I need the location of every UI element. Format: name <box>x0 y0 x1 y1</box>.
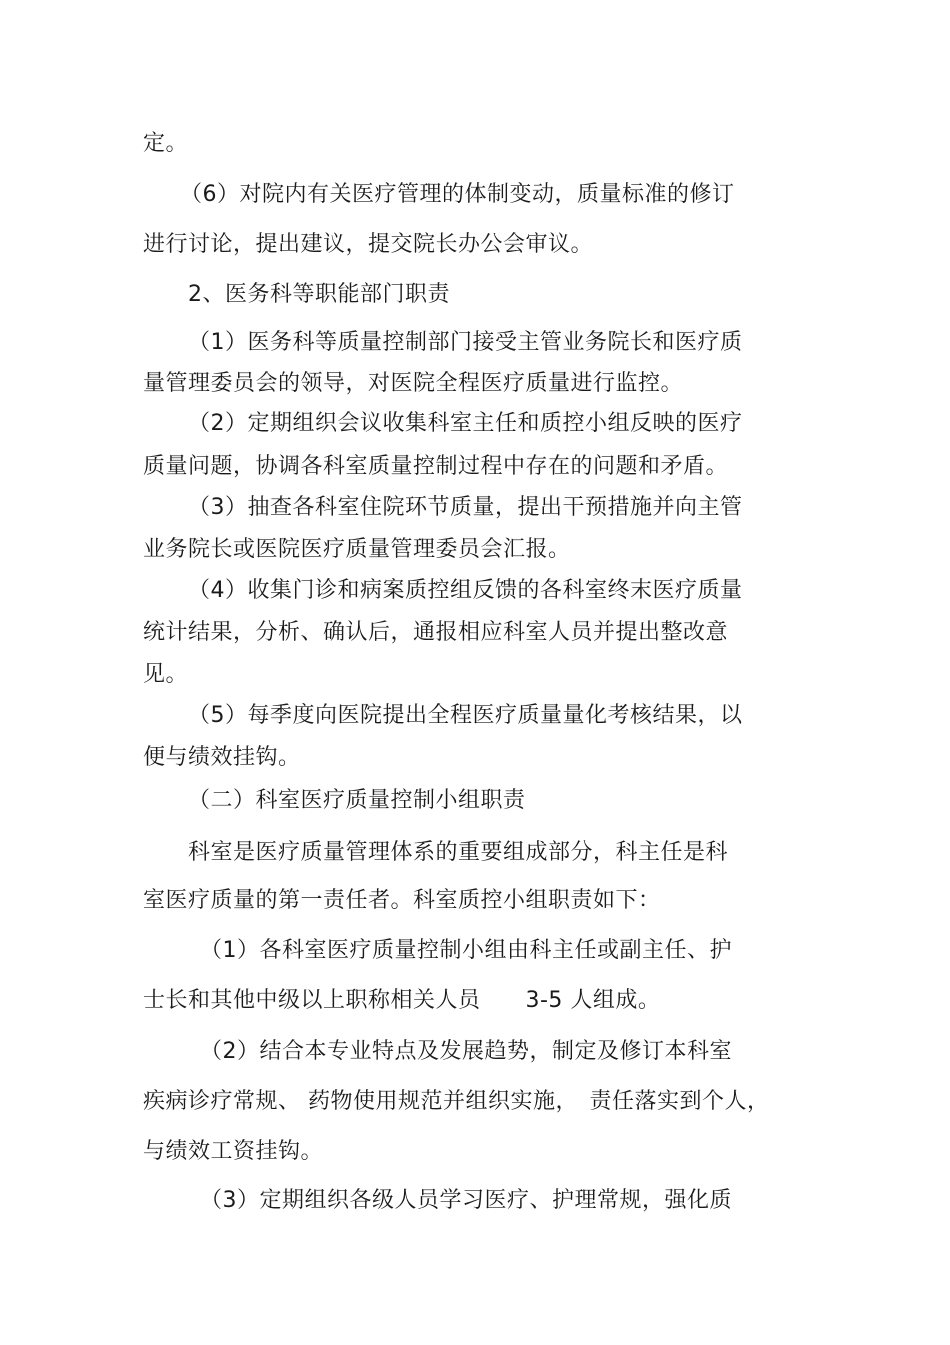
text-line: （3）抽查各科室住院环节质量，提出干预措施并向主管 <box>188 495 743 520</box>
text-line: 见。 <box>143 662 189 687</box>
text-line: 定。 <box>143 131 189 156</box>
text-line: （2）结合本专业特点及发展趋势，制定及修订本科室 <box>200 1039 732 1064</box>
text-line: （1）各科室医疗质量控制小组由科主任或副主任、护 <box>200 938 732 963</box>
text-line: （5）每季度向医院提出全程医疗质量量化考核结果，以 <box>188 703 743 728</box>
text-line: 士长和其他中级以上职称相关人员 3-5 人组成。 <box>143 988 661 1013</box>
text-line: （3）定期组织各级人员学习医疗、护理常规，强化质 <box>200 1188 732 1213</box>
section-heading: 2、医务科等职能部门职责 <box>188 282 450 307</box>
text-line: 与绩效工资挂钩。 <box>143 1139 324 1164</box>
text-line: （6）对院内有关医疗管理的体制变动，质量标准的修订 <box>180 182 735 207</box>
text-line: （2）定期组织会议收集科室主任和质控小组反映的医疗 <box>188 411 743 436</box>
text-line: 量管理委员会的领导，对医院全程医疗质量进行监控。 <box>143 371 684 396</box>
section-heading: （二）科室医疗质量控制小组职责 <box>188 788 526 813</box>
text-line: 室医疗质量的第一责任者。科室质控小组职责如下： <box>143 888 661 913</box>
text-line: 业务院长或医院医疗质量管理委员会汇报。 <box>143 537 571 562</box>
text-line: 进行讨论，提出建议，提交院长办公会审议。 <box>143 232 594 257</box>
text-line: 疾病诊疗常规、 药物使用规范并组织实施， 责任落实到个人， <box>143 1089 770 1114</box>
text-line: 便与绩效挂钩。 <box>143 745 301 770</box>
text-line: 质量问题，协调各科室质量控制过程中存在的问题和矛盾。 <box>143 454 729 479</box>
text-line: 科室是医疗质量管理体系的重要组成部分，科主任是科 <box>188 840 729 865</box>
text-line: （1）医务科等质量控制部门接受主管业务院长和医疗质 <box>188 330 743 355</box>
text-line: （4）收集门诊和病案质控组反馈的各科室终末医疗质量 <box>188 578 743 603</box>
text-line: 统计结果，分析、确认后，通报相应科室人员并提出整改意 <box>143 620 729 645</box>
